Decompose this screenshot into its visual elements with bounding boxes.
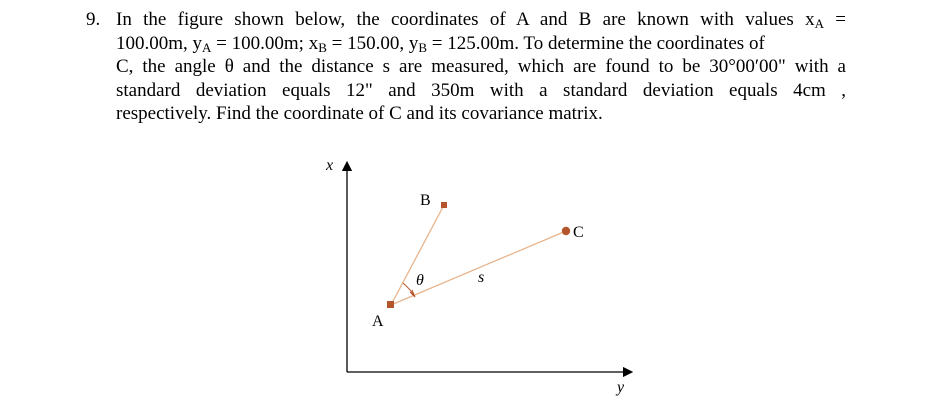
problem-number: 9. xyxy=(86,9,101,30)
line-ac xyxy=(391,231,566,305)
problem-line-3: C, the angle θ and the distance s are measured, which are found to be 30°00′00" with a xyxy=(116,56,846,77)
point-a xyxy=(387,301,394,308)
axis-y-label: y xyxy=(617,379,625,396)
point-a-label: A xyxy=(372,313,384,330)
axis-x-label: x xyxy=(326,157,334,174)
problem-line-2: 100.00m, $y_A = 100.00m$; $x_B = 150.00$, $y_B = 125.00m$. To determine the coordinates of xyxy=(116,32,765,55)
angle-label: θ xyxy=(416,272,424,289)
problem-line-1: In the figure shown below, the coordinates of A and B are known with values $x_A$ = xyxy=(116,9,846,31)
point-b xyxy=(441,202,447,208)
line-ab xyxy=(391,205,444,305)
point-c-label: C xyxy=(573,224,584,241)
point-b-label: B xyxy=(420,192,431,209)
point-c xyxy=(562,227,570,235)
distance-label: s xyxy=(478,269,485,286)
problem-line-4: standard deviation equals 12" and 350m with a standard deviation equals 4cm , xyxy=(116,79,846,101)
problem-line-5: respectively. Find the coordinate of C and its covariance matrix. xyxy=(116,103,603,124)
